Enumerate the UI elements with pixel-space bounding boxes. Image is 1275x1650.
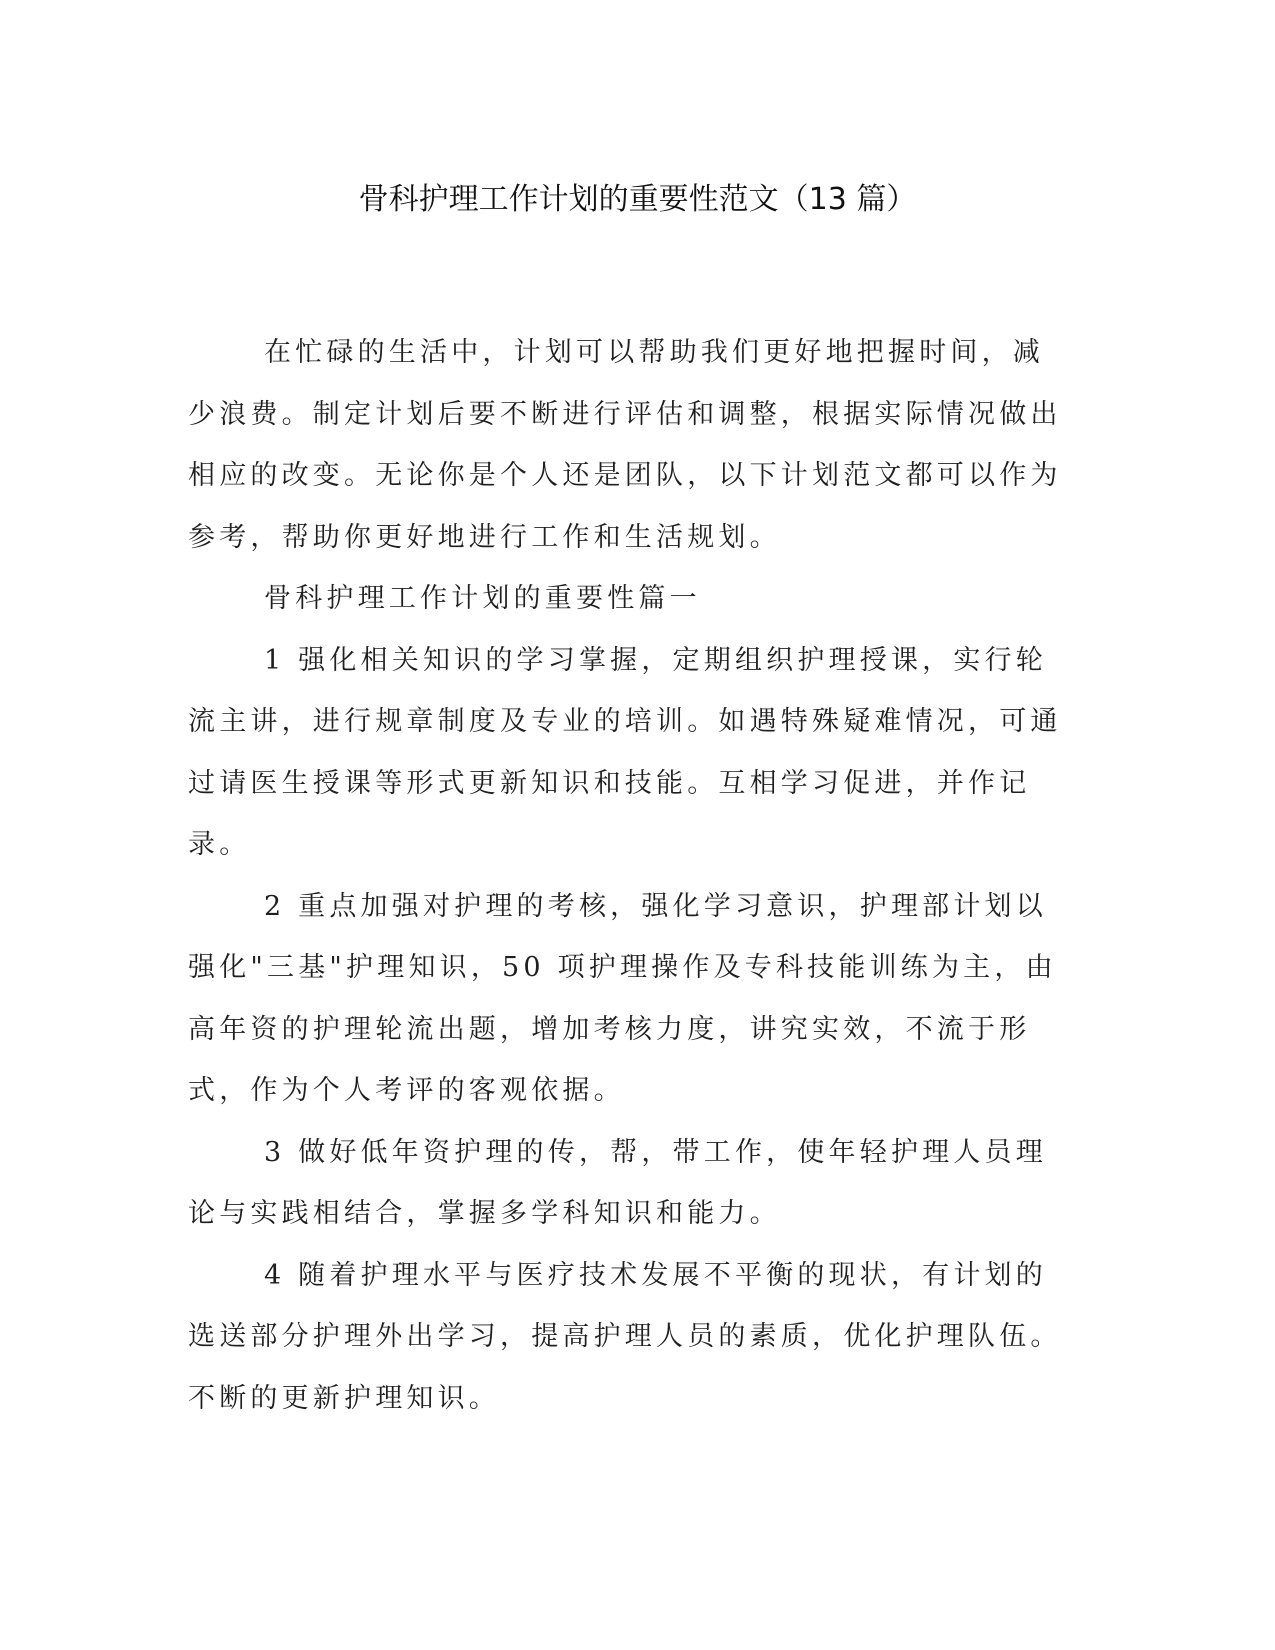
document-body: [188, 322, 1068, 1429]
list-item-1: 1 强化相关知识的学习掌握，定期组织护理授课，实行轮流主讲，进行规章制度及专业的培训。如遇特殊疑难情况，可通过请医生授课等形式更新知识和技能。互相学习促进，并作记录。: [188, 644, 1062, 860]
list-item-3: 3 做好低年资护理的传，帮，带工作，使年轻护理人员理论与实践相结合，掌握多学科知识和能力。: [188, 1136, 1047, 1229]
section-heading: 骨科护理工作计划的重要性篇一: [264, 583, 701, 614]
document-title: 骨科护理工作计划的重要性范文（13 篇）: [358, 182, 917, 217]
intro-paragraph: 在忙碌的生活中，计划可以帮助我们更好地把握时间，减少浪费。制定计划后要不断进行评估和调整，根据实际情况做出相应的改变。无论你是个人还是团队，以下计划范文都可以作为参考，帮助你更好地进行工作和生活规划。: [188, 337, 1062, 553]
list-item-2: 2 重点加强对护理的考核，强化学习意识，护理部计划以强化"三基"护理知识，50 项护理操作及专科技能训练为主，由高年资的护理轮流出题，增加考核力度，讲究实效，不流于形式，作为个人考评的客观依据。: [188, 890, 1057, 1106]
list-item-4: 4 随着护理水平与医疗技术发展不平衡的现状，有计划的选送部分护理外出学习，提高护理人员的素质，优化护理队伍。不断的更新护理知识。: [188, 1259, 1062, 1414]
